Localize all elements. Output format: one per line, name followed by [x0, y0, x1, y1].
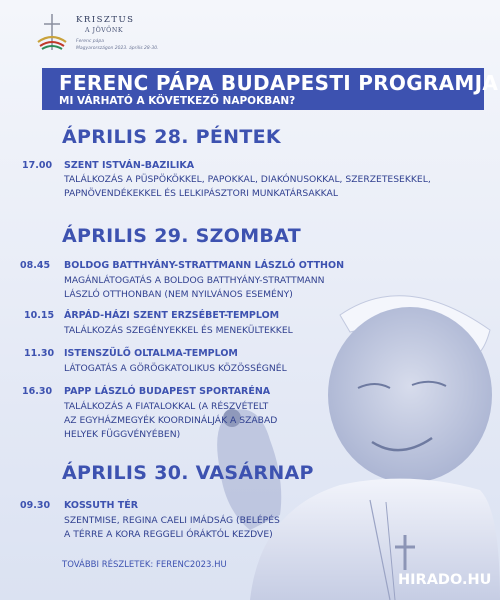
event-description: LÁTOGATÁS A GÖRÖGKATOLIKUS KÖZÖSSÉGNÉL: [64, 363, 287, 374]
event-time: 10.15: [24, 310, 55, 321]
day-heading: ÁPRILIS 30. VASÁRNAP: [62, 462, 314, 484]
event-location: PAPP LÁSZLÓ BUDAPEST SPORTARÉNA: [64, 386, 271, 397]
page-title: FERENC PÁPA BUDAPESTI PROGRAMJA: [59, 71, 499, 95]
event-location: BOLDOG BATTHYÁNY-STRATTMANN LÁSZLÓ OTTHON: [64, 260, 345, 271]
header-banner: [42, 68, 499, 110]
event-time: 16.30: [22, 386, 53, 397]
cross-logo-icon: [34, 12, 70, 52]
event-location: ÁRPÁD-HÁZI SZENT ERZSÉBET-TEMPLOM: [64, 310, 280, 321]
day-heading: ÁPRILIS 28. PÉNTEK: [62, 126, 281, 148]
event-time: 09.30: [20, 500, 51, 511]
logo-dates: Magyarországon 2023. április 28-30.: [76, 46, 159, 51]
day-heading: ÁPRILIS 29. SZOMBAT: [62, 225, 301, 247]
event-description: MAGÁNLÁTOGATÁS A BOLDOG BATTHYÁNY-STRATTMANN LÁSZLÓ OTTHONBAN (NEM NYILVÁNOS ESEMÉNY): [64, 275, 325, 300]
logo-subtitle: A JÖVŐNK: [85, 27, 124, 34]
event-time: 08.45: [20, 260, 51, 271]
event-location: ISTENSZÜLŐ OLTALMA-TEMPLOM: [64, 348, 238, 359]
event-time: 17.00: [22, 160, 53, 171]
event-description: TALÁLKOZÁS A FIATALOKKAL (A RÉSZVÉTELT AZ EGYHÁZMEGYÉK KOORDINÁLJÁK A SZABAD HELYEK FÜGGVÉNYÉBEN): [64, 401, 278, 440]
logo-tagline: Ferenc pápa: [76, 39, 104, 44]
logo-title: KRISZTUS: [76, 15, 135, 25]
page-subtitle: MI VÁRHATÓ A KÖVETKEZŐ NAPOKBAN?: [59, 95, 296, 107]
event-time: 11.30: [24, 348, 55, 359]
event-logo: [34, 8, 184, 58]
event-description: TALÁLKOZÁS A PÜSPÖKÖKKEL, PAPOKKAL, DIAKÓNUSOKKAL, SZERZETESEKKEL, PAPNÖVENDÉKEKKEL ÉS LELKIPÁSZTORI MUNKATÁRSAKKAL: [64, 174, 431, 199]
event-location: SZENT ISTVÁN-BAZILIKA: [64, 160, 195, 171]
more-info-link[interactable]: TOVÁBBI RÉSZLETEK: FERENC2023.HU: [62, 560, 227, 570]
event-location: KOSSUTH TÉR: [64, 500, 139, 511]
event-description: SZENTMISE, REGINA CAELI IMÁDSÁG (BELÉPÉS A TÉRRE A KORA REGGELI ÓRÁKTÓL KEZDVE): [64, 515, 280, 540]
event-description: TALÁLKOZÁS SZEGÉNYEKKEL ÉS MENEKÜLTEKKEL: [64, 325, 293, 336]
brand-logo: HIRADO.HU: [398, 572, 492, 588]
